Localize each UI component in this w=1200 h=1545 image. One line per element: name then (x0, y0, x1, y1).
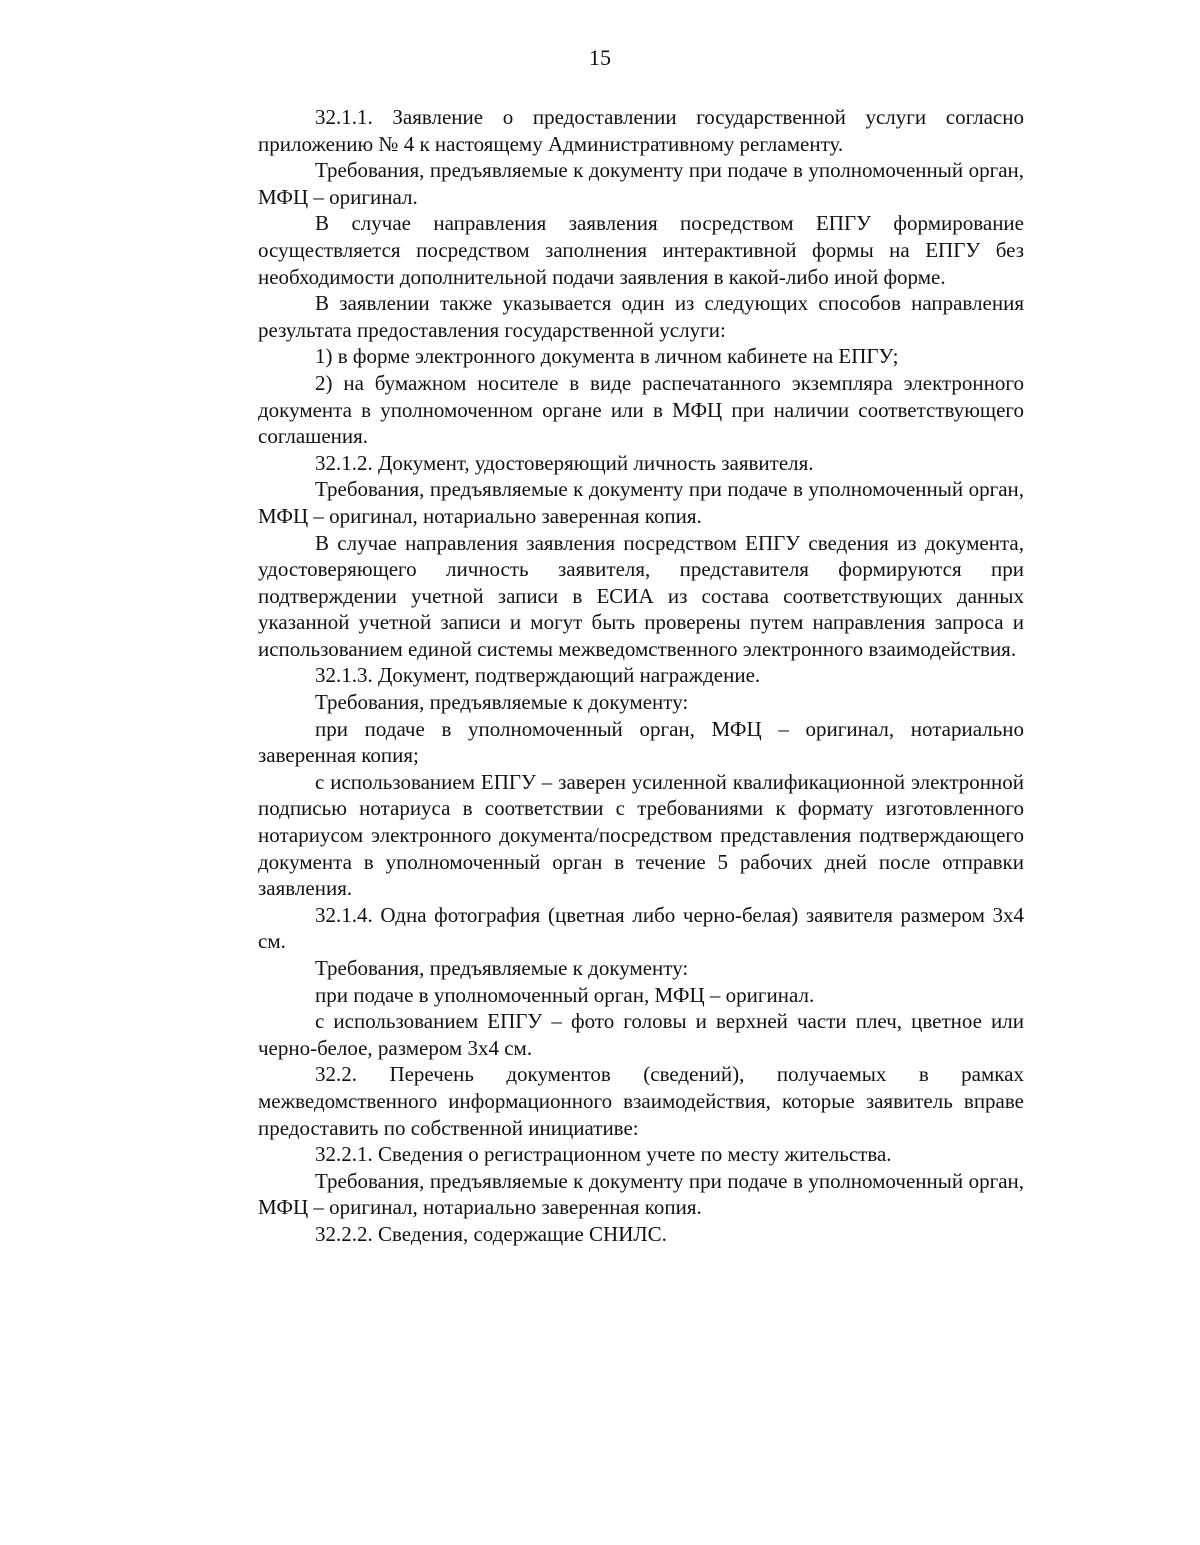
paragraph-submission-original: при подаче в уполномоченный орган, МФЦ – оригинал. (315, 982, 815, 1007)
list-item-paper: 2) на бумажном носителе в виде распечатанного экземпляра электронного документа в уполномоченном органе или в МФЦ при наличии соответствующего соглашения. (258, 370, 1024, 449)
list-item-electronic: 1) в форме электронного документа в личном кабинете на ЕПГУ; (315, 344, 899, 369)
paragraph-epgu-identity: В случае направления заявления посредством ЕПГУ сведения из документа, удостоверяющего личность заявителя, представителя формируются при подтверждении учетной записи в ЕСИА из состава соответствующих данных указанной учетной записи и могут быть проверены путем направления запроса и использованием единой системы межведомственного электронного взаимодействия. (258, 530, 1024, 661)
paragraph-epgu-form: В случае направления заявления посредством ЕПГУ формирование осуществляется посредством заполнения интерактивной формы на ЕПГУ без необходимости дополнительной подачи заявления в какой-либо иной форме. (258, 211, 1024, 289)
paragraph-32-2-2: 32.2.2. Сведения, содержащие СНИЛС. (315, 1221, 667, 1246)
paragraph-requirements-heading: Требования, предъявляемые к документу: (315, 690, 689, 715)
paragraph-requirements-copy-2: Требования, предъявляемые к документу при подаче в уполномоченный орган, МФЦ – оригинал, нотариально заверенная копия. (258, 1168, 1024, 1220)
paragraph-result-methods: В заявлении также указывается один из следующих способов направления результата предоставления государственной услуги: (258, 291, 1024, 342)
paragraph-32-1-4: 32.1.4. Одна фотография (цветная либо черно-белая) заявителя размером 3х4 см. (258, 902, 1024, 954)
document-body (258, 104, 1024, 1248)
paragraph-32-1-3: 32.1.3. Документ, подтверждающий награждение. (315, 663, 761, 688)
paragraph-requirements-heading-2: Требования, предъявляемые к документу: (315, 956, 689, 980)
paragraph-requirements-copy: Требования, предъявляемые к документу при подаче в уполномоченный орган, МФЦ – оригинал, нотариально заверенная копия. (258, 477, 1024, 528)
page-number: 15 (589, 45, 611, 70)
paragraph-epgu-photo: с использованием ЕПГУ – фото головы и верхней части плеч, цветное или черно-белое, размером 3х4 см. (258, 1009, 1024, 1060)
paragraph-32-1-2: 32.1.2. Документ, удостоверяющий личность заявителя. (315, 450, 814, 475)
paragraph-32-1-1: 32.1.1. Заявление о предоставлении государственной услуги согласно приложению № 4 к настоящему Административному регламенту. (258, 105, 1024, 156)
paragraph-32-2: 32.2. Перечень документов (сведений), получаемых в рамках межведомственного информационного взаимодействия, которые заявитель вправе предоставить по собственной инициативе: (258, 1062, 1024, 1140)
paragraph-epgu-signature: с использованием ЕПГУ – заверен усиленной квалификационной электронной подписью нотариуса в соответствии с требованиями к формату изготовленного нотариусом электронного документа/посредством представления подтверждающего документа в уполномоченный орган в течение 5 рабочих дней после отправки заявления. (258, 769, 1024, 901)
paragraph-32-2-1: 32.2.1. Сведения о регистрационном учете по месту жительства. (315, 1142, 892, 1167)
paragraph-submission-original-copy: при подаче в уполномоченный орган, МФЦ – оригинал, нотариально заверенная копия; (258, 716, 1024, 768)
paragraph-requirements-original: Требования, предъявляемые к документу при подаче в уполномоченный орган, МФЦ – оригинал. (258, 158, 1024, 209)
